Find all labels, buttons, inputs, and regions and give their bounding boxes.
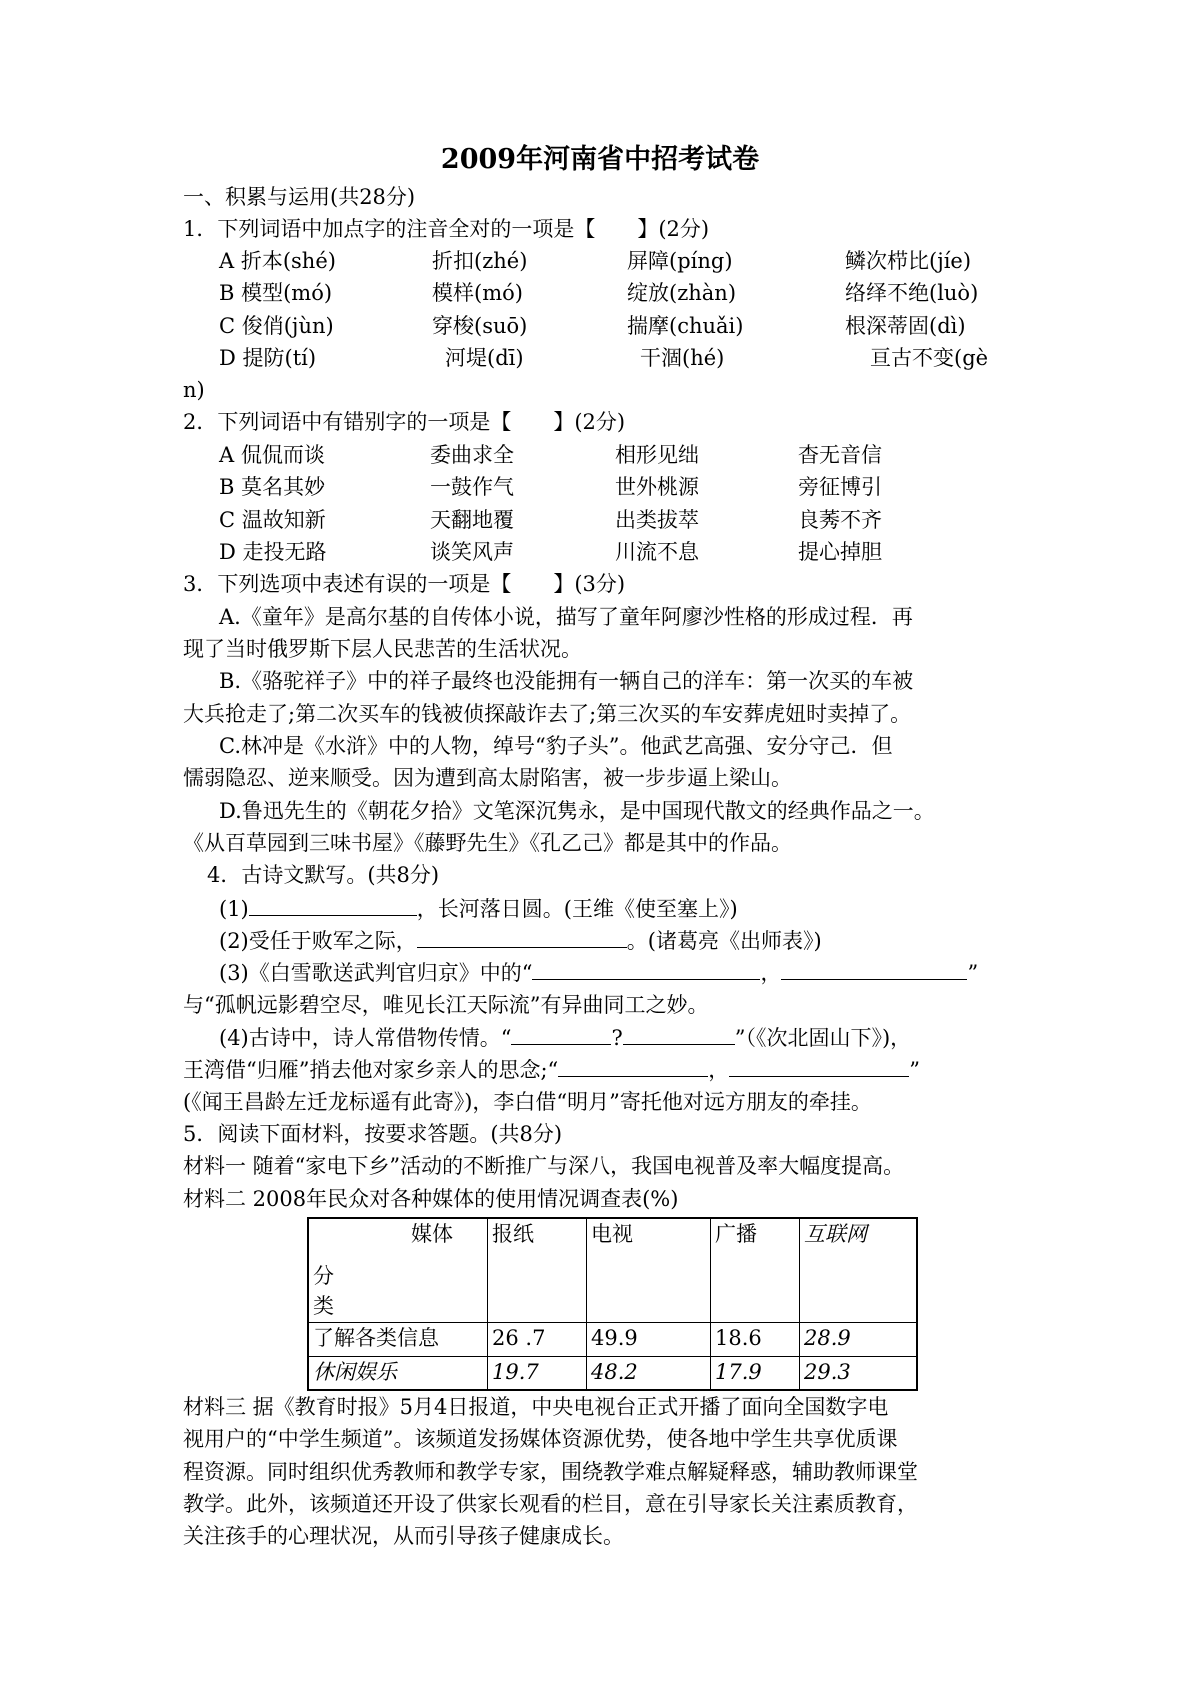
table-cell: 28.9: [800, 1322, 918, 1356]
q4-item-3-sep: ，: [760, 961, 782, 985]
q4-item-3: [219, 957, 978, 988]
q3-option-c-cont: 懦弱隐忍、逆来顺受。因为遭到高太尉陷害，被一步步逼上梁山。: [183, 766, 792, 790]
material-3-line-4: 教学。此外，该频道还开设了供家长观看的栏目，意在引导家长关注素质教育，: [183, 1492, 918, 1516]
table-row-label: 休闲娱乐: [308, 1356, 488, 1390]
table-cell: 49.9: [587, 1322, 711, 1356]
q2-option-d-4: 提心掉胆: [798, 540, 882, 564]
table-header-newspaper: 报纸: [488, 1218, 587, 1322]
q4-item-1: [219, 893, 738, 924]
q2-option-b-4: 旁征博引: [798, 475, 882, 499]
q4-item-4-prefix: (4)古诗中，诗人常借物传情。“: [219, 1026, 512, 1050]
q2-option-c-3: 出类拔萃: [615, 508, 699, 532]
q3-option-a: A.《童年》是高尔基的自传体小说，描写了童年阿廖沙性格的形成过程．再: [219, 605, 913, 629]
table-cell: 19.7: [488, 1356, 587, 1390]
q1-option-b-2: 模样(mó): [432, 281, 523, 305]
q1-option-c-3: 揣摩(chuǎi): [627, 314, 744, 338]
q1-option-a-2: 折扣(zhé): [432, 249, 528, 273]
q1-option-d-wrap: n): [183, 378, 205, 402]
q1-option-d-1: D 提防(tí): [219, 346, 317, 370]
material-1: 材料一 随着“家电下乡”活动的不断推广与深八，我国电视普及率大幅度提高。: [183, 1154, 905, 1178]
q4-item-2: [219, 925, 822, 956]
exam-title: 2009年河南省中招考试卷: [440, 144, 760, 175]
q3-option-d: D.鲁迅先生的《朝花夕拾》文笔深沉隽永，是中国现代散文的经典作品之一。: [219, 799, 935, 823]
q2-option-b-1: B 莫名其妙: [219, 475, 326, 499]
q4-item-4: [219, 1022, 911, 1053]
q4-item-4-cont: [183, 1054, 920, 1085]
material-3-line-5: 关注孩手的心理状况，从而引导孩子健康成长。: [183, 1524, 624, 1548]
q2-option-d-3: 川流不息: [615, 540, 699, 564]
answer-blank[interactable]: [511, 1022, 611, 1045]
q3-option-c: C.林冲是《水浒》中的人物，绰号“豹子头”。他武艺高强、安分守己．但: [219, 734, 893, 758]
q4-item-4-sep: ?: [611, 1026, 623, 1050]
q1-option-d-3: 干涸(hé): [640, 346, 725, 370]
q4-item-3-prefix: (3)《白雪歌送武判官归京》中的“: [219, 961, 533, 985]
question-5-stem: 5．阅读下面材料，按要求答题。(共8分): [183, 1122, 563, 1146]
q1-option-b-1: B 模型(mó): [219, 281, 333, 305]
q3-option-d-cont: 《从百草园到三味书屋》《藤野先生》《孔乙己》都是其中的作品。: [183, 831, 792, 855]
question-2-stem: 2．下列词语中有错别字的一项是【 】(2分): [183, 410, 626, 434]
q1-option-b-4: 络绎不绝(luò): [845, 281, 979, 305]
table-cell: 29.3: [800, 1356, 918, 1390]
answer-blank[interactable]: [249, 893, 417, 916]
answer-blank[interactable]: [781, 957, 967, 980]
material-2-heading: 材料二 2008年民众对各种媒体的使用情况调查表(%): [183, 1187, 679, 1211]
question-1-stem: 1．下列词语中加点字的注音全对的一项是【 】(2分): [183, 217, 710, 241]
q1-option-c-4: 根深蒂固(dì): [845, 314, 966, 338]
q4-item-4-source: ”（《次北固山下》)，: [734, 1026, 912, 1050]
q3-option-b: B.《骆驼祥子》中的祥子最终也没能拥有一辆自己的洋车：第一次买的车被: [219, 669, 914, 693]
q4-item-4-cont-sep: ，: [708, 1058, 730, 1082]
q1-option-a-3: 屏障(píng): [627, 249, 733, 273]
table-cell: 26 .7: [488, 1322, 587, 1356]
answer-blank[interactable]: [532, 957, 760, 980]
q2-option-d-2: 谈笑风声: [430, 540, 514, 564]
table-header-radio: 广播: [711, 1218, 800, 1322]
q1-option-b-3: 绽放(zhàn): [627, 281, 737, 305]
q2-option-c-1: C 温故知新: [219, 508, 326, 532]
q2-option-b-3: 世外桃源: [615, 475, 699, 499]
table-cell: 17.9: [711, 1356, 800, 1390]
q1-option-d-2: 河堤(dī): [445, 346, 524, 370]
q2-option-b-2: 一鼓作气: [430, 475, 514, 499]
table-row: [308, 1322, 917, 1356]
q3-option-a-cont: 现了当时俄罗斯下层人民悲苦的生活状况。: [183, 637, 582, 661]
table-corner-category-1: 分: [313, 1264, 334, 1288]
q4-item-4-cont-prefix: 王湾借“归雁”捎去他对家乡亲人的思念;“: [183, 1058, 559, 1082]
q1-option-a-1: A 折本(shé): [219, 249, 336, 273]
material-3-line-1: 材料三 据《教育时报》5月4日报道，中央电视台正式开播了面向全国数字电: [183, 1395, 889, 1419]
q4-item-3-cont: 与“孤帆远影碧空尽，唯见长江天际流”有异曲同工之妙。: [183, 993, 709, 1017]
table-cell: 18.6: [711, 1322, 800, 1356]
table-row: [308, 1356, 917, 1390]
section-heading: 一、积累与运用(共28分): [183, 185, 416, 209]
q1-option-a-4: 鳞次栉比(jíe): [845, 249, 972, 273]
q4-item-4-cont-close: ”: [909, 1058, 921, 1082]
q4-item-1-suffix: ，长河落日圆。(王维《使至塞上》): [416, 897, 738, 921]
answer-blank[interactable]: [729, 1054, 909, 1077]
table-cell: 48.2: [587, 1356, 711, 1390]
q1-option-d-4: 亘古不变(gè: [870, 346, 989, 370]
answer-blank[interactable]: [623, 1022, 735, 1045]
q4-item-4-cont2: (《闻王昌龄左迁龙标遥有此寄》)，李白借“明月”寄托他对远方朋友的牵挂。: [183, 1090, 872, 1114]
q1-option-c-1: C 俊俏(jùn): [219, 314, 334, 338]
table-header-tv: 电视: [587, 1218, 711, 1322]
table-corner-cell: [308, 1218, 488, 1322]
question-3-stem: 3．下列选项中表述有误的一项是【 】(3分): [183, 572, 626, 596]
q2-option-a-3: 相形见绌: [615, 443, 699, 467]
question-4-stem: 4．古诗文默写。(共8分): [207, 863, 440, 887]
q2-option-a-1: A 侃侃而谈: [219, 443, 325, 467]
material-3-line-3: 程资源。同时组织优秀教师和教学专家，围绕教学难点解疑释惑，辅助教师课堂: [183, 1460, 918, 1484]
material-3-line-2: 视用户的“中学生频道”。该频道发扬媒体资源优势，使各地中学生共享优质课: [183, 1427, 898, 1451]
q2-option-c-4: 良莠不齐: [798, 508, 882, 532]
q4-item-2-prefix: (2)受任于败军之际，: [219, 929, 417, 953]
q2-option-a-4: 杳无音信: [798, 443, 882, 467]
q4-item-2-suffix: 。(诸葛亮《出师表》): [626, 929, 822, 953]
answer-blank[interactable]: [417, 925, 627, 948]
q4-item-3-close: ”: [967, 961, 979, 985]
table-corner-category-2: 类: [313, 1294, 334, 1318]
table-header-internet: 互联网: [800, 1218, 918, 1322]
q4-item-1-prefix: (1): [219, 897, 249, 921]
answer-blank[interactable]: [558, 1054, 708, 1077]
q2-option-d-1: D 走投无路: [219, 540, 327, 564]
table-row-label: 了解各类信息: [308, 1322, 488, 1356]
q1-option-c-2: 穿梭(suō): [432, 314, 528, 338]
table-corner-media: 媒体: [411, 1222, 453, 1246]
q3-option-b-cont: 大兵抢走了;第二次买车的钱被侦探敲诈去了;第三次买的车安葬虎妞时卖掉了。: [183, 702, 912, 726]
media-survey-table: [307, 1217, 918, 1391]
q2-option-c-2: 天翻地覆: [430, 508, 514, 532]
q2-option-a-2: 委曲求全: [430, 443, 514, 467]
